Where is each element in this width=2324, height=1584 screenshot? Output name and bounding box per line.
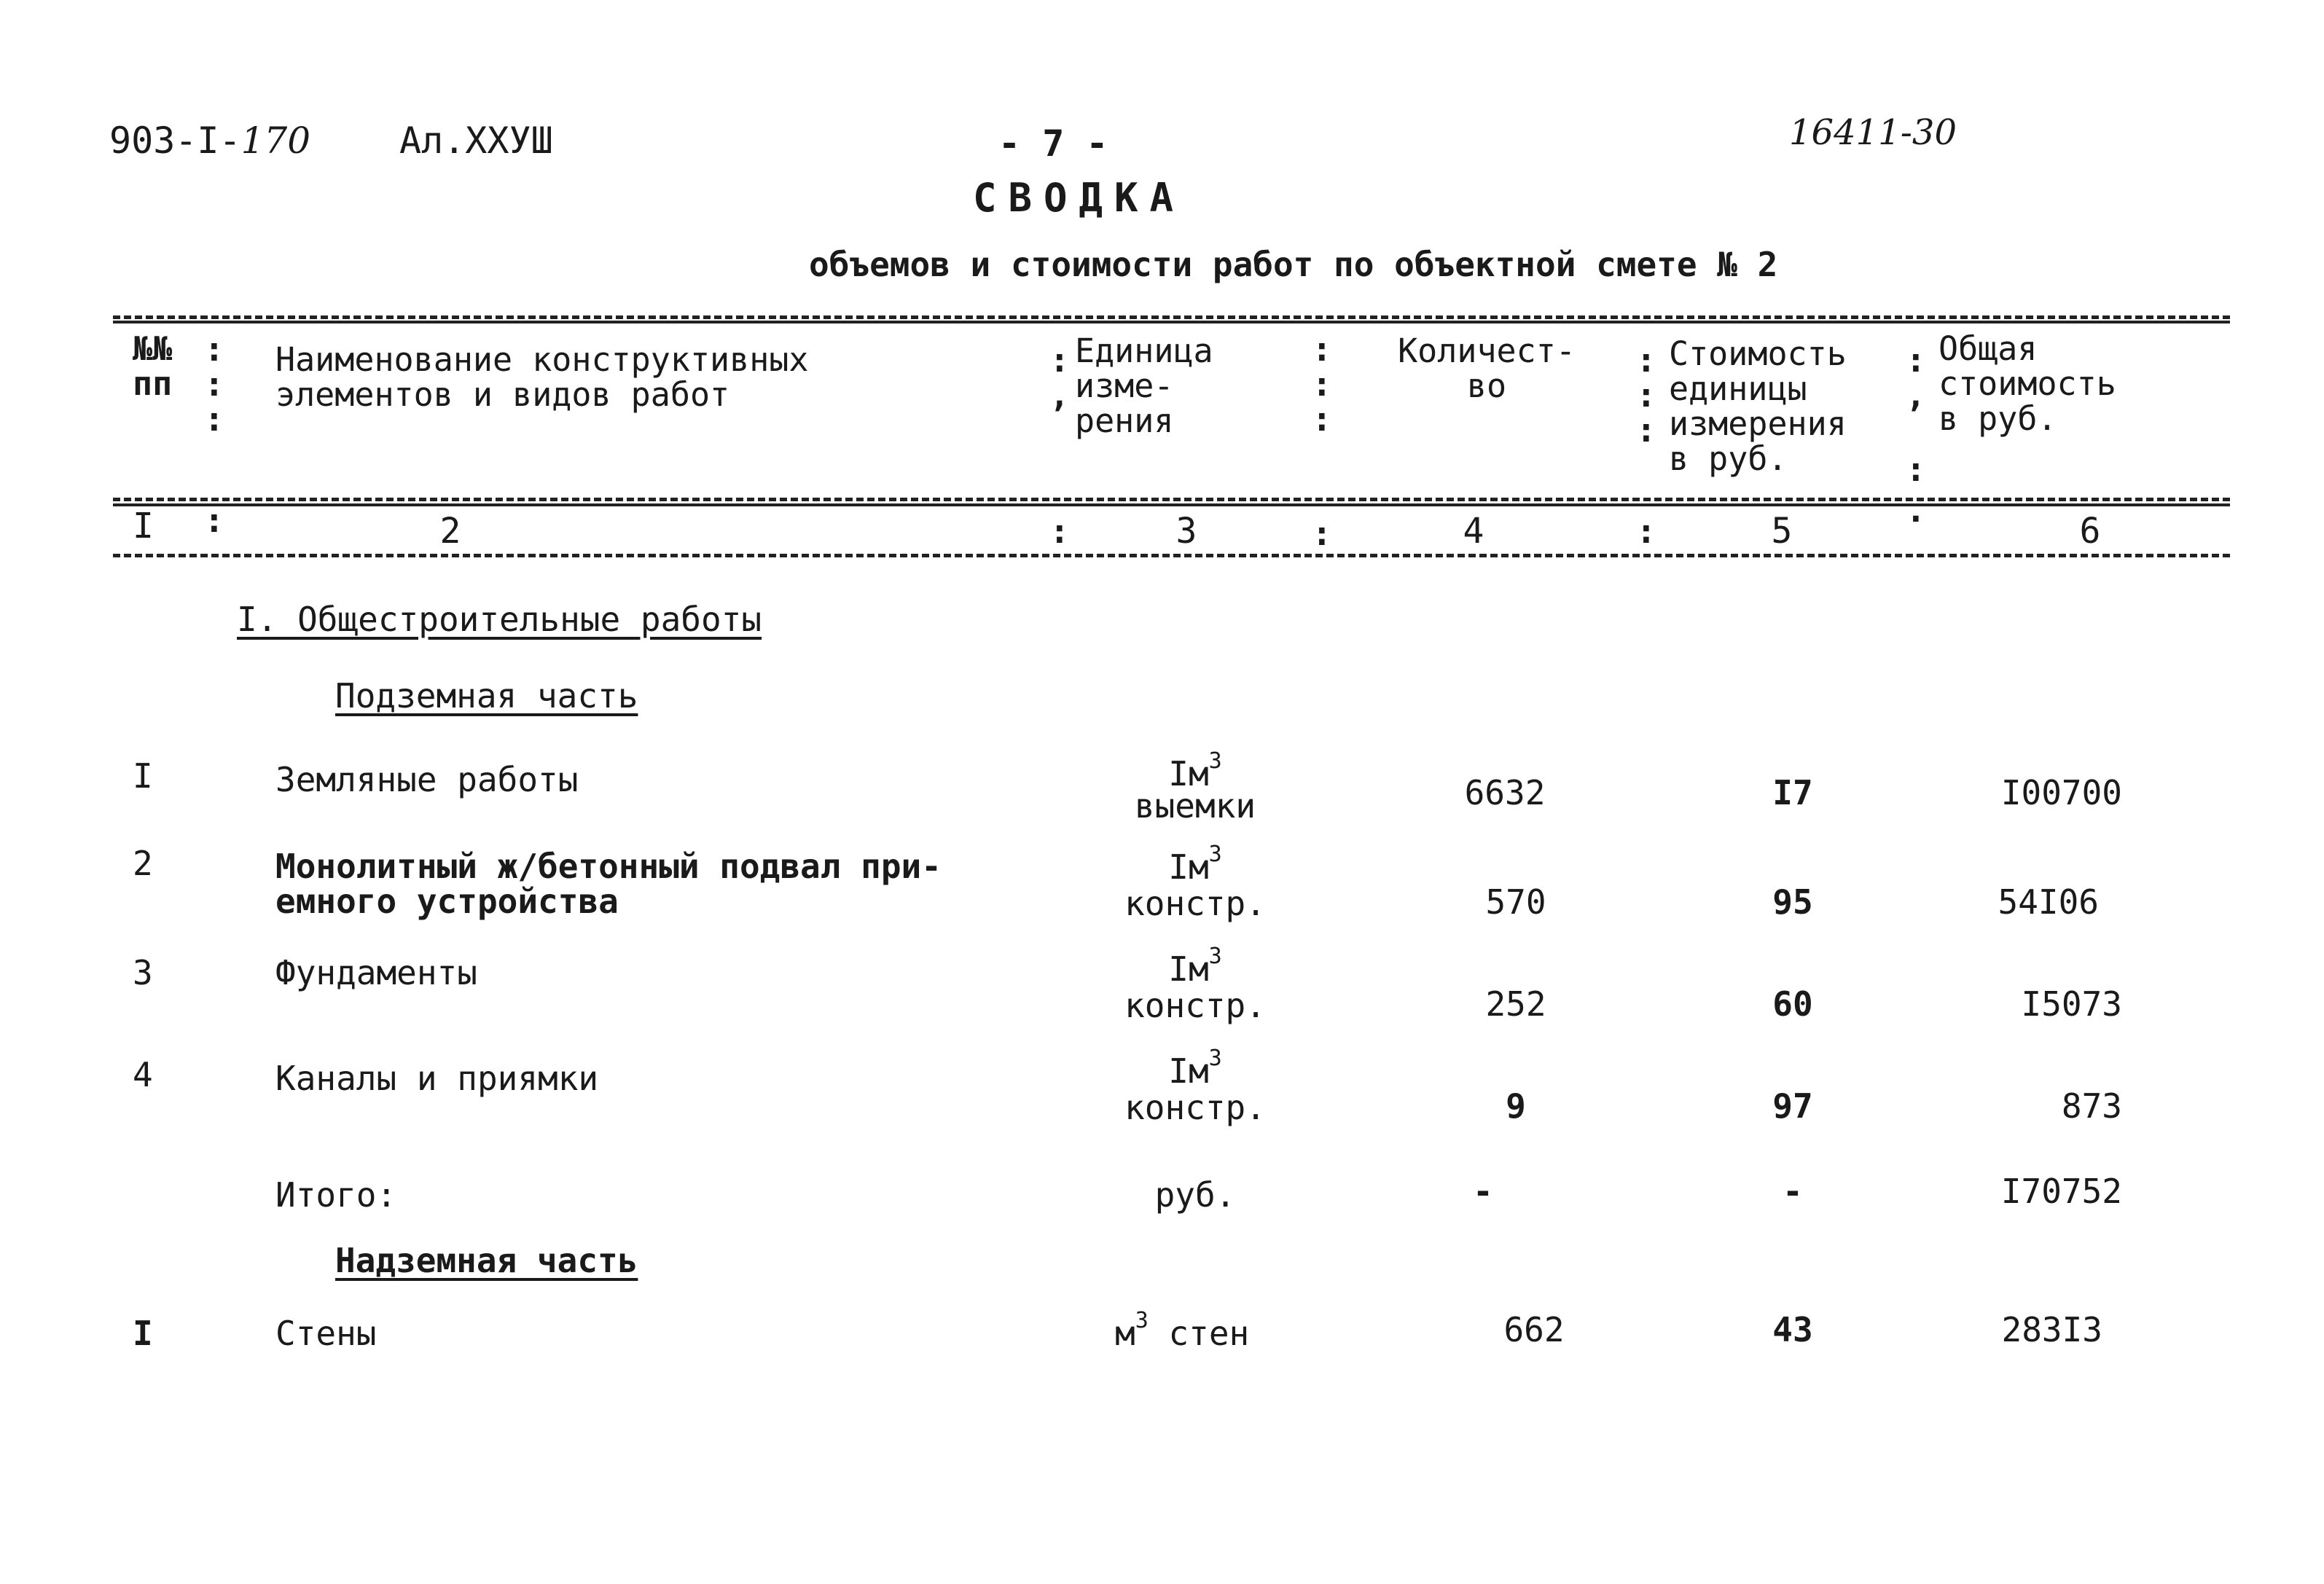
column-header-name: Наименование конструктивных элементов и видов работ (275, 340, 809, 414)
row-total: 873 (2061, 1086, 2122, 1126)
row-quantity: 662 (1503, 1310, 1565, 1349)
column-separator: : (1312, 514, 1332, 553)
subtotal-total: I70752 (2000, 1172, 2122, 1211)
page-title: СВОДКА (973, 175, 1186, 221)
column-header-unit-cost: Стоимость единицы измерения в руб. (1669, 334, 1847, 478)
table-top-rule-inner (113, 321, 2230, 324)
row-number: I (133, 1314, 153, 1353)
column-header-quantity: Количест- во (1398, 332, 1576, 405)
row-unit-price: 95 (1772, 882, 1813, 922)
row-unit: $Iм^3$ выемки (1134, 748, 1256, 826)
row-name: Стены (275, 1314, 377, 1353)
document-code-handwritten: 170 (240, 119, 311, 162)
row-name: Фундаменты (275, 953, 477, 992)
column-separator: : : : (1312, 329, 1332, 439)
column-number-bottom-rule (113, 554, 2230, 557)
row-name: Каналы и приямки (275, 1059, 599, 1098)
column-number: 3 (1175, 511, 1197, 552)
subsection-title-underground: Подземная часть (335, 676, 638, 715)
row-quantity: 6632 (1464, 773, 1546, 812)
column-separator: : (1906, 450, 1926, 489)
column-separator: : , (1906, 340, 1926, 415)
row-name: Монолитный ж/бетонный подвал при- емного устройства (275, 847, 942, 921)
row-unit-price: I7 (1772, 773, 1813, 812)
column-number: 2 (439, 511, 461, 552)
row-unit-price: 43 (1772, 1310, 1813, 1349)
row-unit: $Iм^3$ констр. (1124, 842, 1266, 923)
row-quantity: 252 (1485, 984, 1546, 1024)
row-number: 4 (133, 1055, 153, 1094)
column-number: 4 (1463, 511, 1484, 552)
row-number: 3 (133, 953, 153, 992)
row-total: 54I06 (1998, 882, 2099, 922)
row-total: I00700 (2000, 773, 2122, 812)
subtotal-unit: руб. (1154, 1175, 1236, 1215)
row-total: I5073 (2021, 984, 2122, 1024)
column-number: 5 (1771, 511, 1793, 552)
column-separator: : : : (1636, 340, 1656, 450)
column-header-total-cost: Общая стоимость в руб. (1938, 329, 2116, 438)
row-unit-price: 60 (1772, 984, 1813, 1024)
column-header-no: №№ пп (133, 329, 173, 403)
column-separator: : , (1049, 340, 1070, 415)
column-separator: : : : (204, 329, 224, 439)
column-separator: : (1636, 511, 1656, 551)
row-number: I (133, 756, 153, 796)
document-code: 903-I-170 (109, 119, 311, 162)
subtotal-quantity: - (1473, 1172, 1493, 1211)
page-subtitle: объемов и стоимости работ по объектной смете № 2 (809, 245, 1778, 284)
row-number: 2 (133, 844, 153, 883)
page-number: - 7 - (998, 122, 1108, 165)
subsection-title-aboveground: Надземная часть (335, 1241, 638, 1280)
row-name: Земляные работы (275, 760, 579, 799)
column-separator: · (1906, 499, 1926, 538)
row-total: 283I3 (2001, 1310, 2102, 1349)
column-separator: : (1049, 511, 1070, 551)
column-number: 6 (2079, 511, 2101, 552)
table-top-rule (113, 315, 2230, 319)
column-number: I (133, 506, 154, 546)
row-quantity: 9 (1506, 1086, 1526, 1126)
section-title: I. Общестроительные работы (237, 600, 762, 639)
row-unit-price: 97 (1772, 1086, 1813, 1126)
column-header-unit: Единица изме- рения (1075, 332, 1213, 440)
row-unit: $Iм^3$ констр. (1124, 1046, 1266, 1127)
archive-stamp-number: 16411-30 (1789, 112, 1957, 153)
column-separator: : (204, 501, 224, 540)
row-unit: $Iм^3$ констр. (1124, 944, 1266, 1025)
album-number: Ал.ХХУШ (399, 119, 553, 162)
subtotal-unit-price: - (1783, 1172, 1803, 1211)
row-unit: $м^3$ стен (1115, 1308, 1250, 1353)
row-quantity: 570 (1485, 882, 1546, 922)
subtotal-label: Итого: (275, 1175, 397, 1215)
